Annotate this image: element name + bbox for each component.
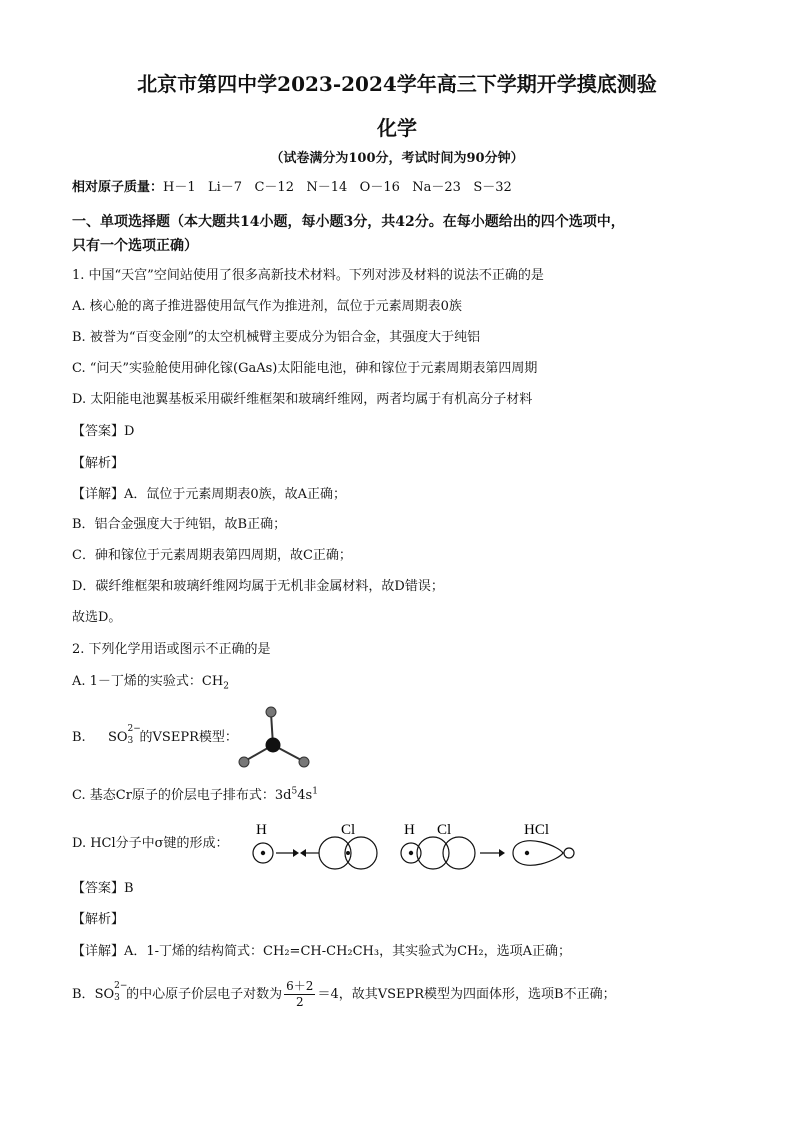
q2-detail-a: 【详解】A．1-丁烯的结构简式：CH₂=CH-CH₂CH₃，其实验式为CH₂，选项A正确； (72, 944, 571, 959)
vsepr-atom-right (299, 757, 309, 767)
vsepr-atom-top (266, 707, 276, 717)
q1-stem: 1. 中国“天宫”空间站使用了很多高新技术材料。下列对涉及材料的说法不正确的是 (72, 268, 544, 283)
section-heading-line2: 只有一个选项正确） (72, 238, 198, 254)
vsepr-atom-left (239, 757, 249, 767)
label-h-1: H (256, 822, 267, 838)
vsepr-center-atom (266, 738, 281, 753)
exam-info: （试卷满分为100分，考试时间为90分钟） (270, 151, 524, 166)
arrow-right-1-head (293, 849, 299, 857)
atomic-mass-label: 相对原子质量： (72, 180, 164, 195)
section-heading-line1: 一、单项选择题（本大题共14小题，每小题3分，共42分。在每小题给出的四个选项中， (72, 214, 625, 230)
q1-detail-a: 【详解】A．氙位于元素周期表0族，故A正确； (72, 487, 347, 502)
hcl-small-lobe (564, 848, 574, 858)
q1-option-b: B. 被誉为“百变金刚”的太空机械臂主要成分为铝合金，其强度大于纯铝 (72, 330, 481, 345)
label-cl-1: Cl (341, 822, 356, 838)
arrow-right-2-head (499, 849, 505, 857)
cl-overlap-lobe-right (443, 837, 475, 869)
q1-option-d: D. 太阳能电池翼基板采用碳纤维框架和玻璃纤维网，两者均属于有机高分子材料 (72, 392, 533, 407)
q2-option-c: C. 基态Cr原子的价层电子排布式：$3d^54s^1$ (72, 786, 318, 803)
h-electron-1 (261, 851, 265, 855)
q2-detail-b: B．SO 2− 3 的中心原子价层电子对数为 $\frac{6+2}{2}$ ＝4，故其VSEPR模型为四面体形，选项B不正确； (72, 979, 616, 1009)
atomic-mass-values: H－1 Li－7 C－12 N－14 O－16 Na－23 S－32 (163, 180, 512, 195)
q2-option-d: D. HCl分子中σ键的形成： (72, 836, 229, 851)
q2-analysis-label: 【解析】 (72, 912, 125, 927)
q2-option-b-prefix: B. (72, 730, 86, 745)
subject-title: 化学 (377, 116, 417, 140)
atomic-mass-line (72, 179, 512, 197)
hcl-electron (525, 851, 529, 855)
q1-conclusion: 故选D。 (72, 610, 122, 625)
arrow-left-1-head (300, 849, 306, 857)
q1-analysis-label: 【解析】 (72, 456, 125, 471)
q1-detail-d: D．碳纤维框架和玻璃纤维网均属于无机非金属材料，故D错误； (72, 579, 444, 594)
vsepr-model-figure (230, 700, 320, 780)
hcl-sigma-bond-diagram (245, 818, 585, 878)
q2-option-a: A. 1－丁烯的实验式：$CH_2$ (72, 674, 229, 692)
document-title: 北京市第四中学2023-2024学年高三下学期开学摸底测验 (137, 72, 657, 96)
q2-answer: 【答案】B (72, 881, 134, 896)
label-h-2: H (404, 822, 415, 838)
fraction: $\frac{6+2}{2}$ (286, 979, 314, 1009)
h-electron-2 (409, 851, 413, 855)
q1-answer: 【答案】D (72, 424, 135, 439)
so3-formula: SO 2− 3 (107, 724, 141, 746)
label-hcl: HCl (524, 822, 550, 838)
label-cl-2: Cl (437, 822, 452, 838)
q1-detail-b: B．铝合金强度大于纯铝，故B正确； (72, 517, 287, 532)
so3-formula-detail: SO 2− 3 (94, 981, 128, 1003)
q1-option-a: A. 核心舱的离子推进器使用氙气作为推进剂，氙位于元素周期表0族 (72, 299, 462, 314)
q1-detail-c: C．砷和镓位于元素周期表第四周期，故C正确； (72, 548, 352, 563)
q2-option-b: B. SO 2− 3 的VSEPR模型： (72, 724, 238, 746)
cl-overlap-lobe-left (417, 837, 449, 869)
q1-option-c: C. “问天”实验舱使用砷化镓(GaAs)太阳能电池，砷和镓位于元素周期表第四周期 (72, 361, 538, 376)
cl-electron-1 (346, 851, 350, 855)
hcl-bond-orbital (513, 841, 563, 866)
q2-stem: 2. 下列化学用语或图示不正确的是 (72, 642, 271, 657)
